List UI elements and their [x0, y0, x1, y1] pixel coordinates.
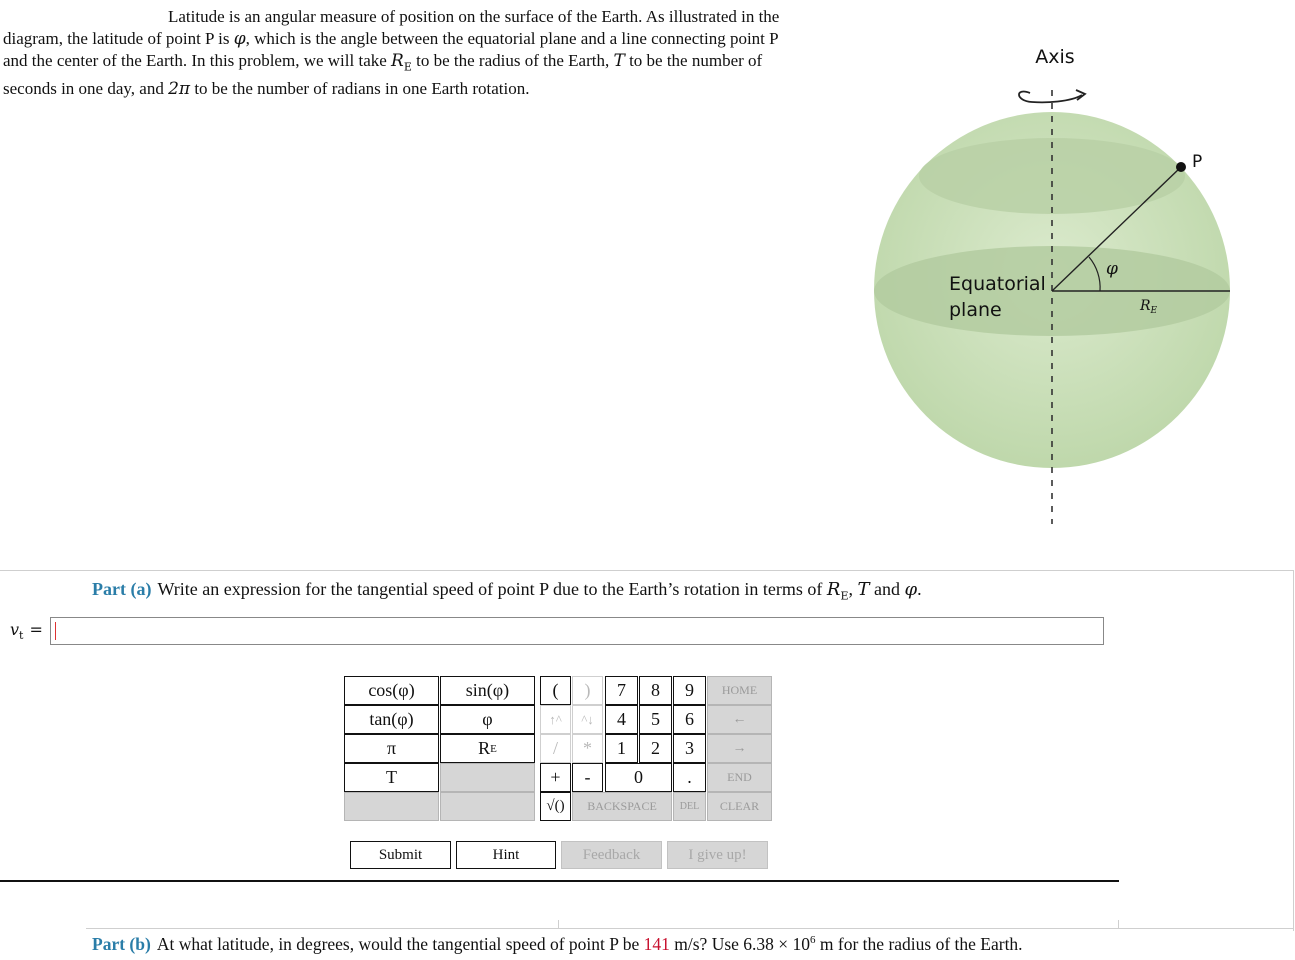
divider-tick-1 [558, 920, 559, 928]
key-sin[interactable]: sin(φ) [440, 676, 535, 705]
key-blank-2 [440, 763, 535, 792]
latitude-band [919, 138, 1185, 214]
angle-phi-label: φ [1106, 259, 1118, 279]
key-blank-1 [344, 792, 439, 821]
key-7[interactable]: 7 [605, 676, 638, 705]
key-pi[interactable]: π [344, 734, 439, 763]
part-b-unit: m/s [669, 934, 700, 954]
part-a-label: Part (a) [92, 579, 152, 599]
key-home[interactable]: HOME [707, 676, 772, 705]
key-close-paren[interactable]: ) [572, 676, 603, 705]
equatorial-plane-label-2: plane [949, 299, 1002, 321]
key-clear[interactable]: CLEAR [707, 792, 772, 821]
part-b-panel [86, 928, 1294, 929]
key-right-arrow[interactable]: → [707, 734, 772, 763]
var-sub: t [19, 629, 24, 643]
part-b-base: 10 [792, 934, 811, 954]
key-6[interactable]: 6 [673, 705, 706, 734]
radius-label-main: R [1140, 298, 1151, 314]
key-dot[interactable]: . [673, 763, 706, 792]
key-re[interactable] [440, 734, 535, 763]
part-a-re [826, 579, 849, 603]
point-p-marker [1176, 162, 1186, 172]
intro-t: T [613, 51, 625, 71]
intro-text-3: to be the radius of the Earth, [411, 51, 614, 70]
var-equals: = [29, 620, 43, 639]
submit-button[interactable]: Submit [350, 841, 451, 869]
part-a-sep: , [848, 579, 858, 599]
give-up-button[interactable]: I give up! [667, 841, 768, 869]
answer-variable-label [10, 620, 43, 642]
intro-text-2: , which is the angle between the equatorial plane and a line connecting point P and the center of the Earth. In this problem, we will take [3, 29, 778, 70]
answer-input[interactable] [50, 617, 1104, 645]
key-backspace[interactable]: BACKSPACE [572, 792, 672, 821]
part-b-text-3: for the radius of the Earth. [833, 934, 1023, 954]
key-minus[interactable]: - [572, 763, 603, 792]
key-1[interactable]: 1 [605, 734, 638, 763]
key-divide[interactable]: / [540, 734, 571, 763]
part-b-text-2: ? Use [699, 934, 744, 954]
key-exp-up[interactable]: ↑^ [540, 705, 571, 734]
part-a-and: and [869, 579, 905, 599]
part-b-exp: 6 [810, 934, 816, 947]
intro-text-5: to be the number of radians in one Earth rotation. [190, 79, 530, 99]
intro-re-sub: E [403, 60, 412, 74]
key-phi[interactable]: φ [440, 705, 535, 734]
part-a-end: . [917, 579, 922, 599]
part-a-question [92, 579, 922, 603]
key-plus[interactable]: + [540, 763, 571, 792]
key-re-main: R [478, 738, 491, 758]
part-b-label: Part (b) [92, 934, 151, 954]
intro-text-1: Latitude is an angular measure of position on the surface of the Earth. As illustrated in the diagram, the latitude of point P is [3, 7, 780, 48]
key-multiply[interactable]: * [572, 734, 603, 763]
key-sqrt[interactable]: √() [540, 792, 571, 821]
key-9[interactable]: 9 [673, 676, 706, 705]
section-divider [0, 880, 1119, 882]
key-del[interactable]: DEL [673, 792, 706, 821]
key-2[interactable]: 2 [639, 734, 672, 763]
key-tan[interactable]: tan(φ) [344, 705, 439, 734]
key-left-arrow[interactable]: ← [707, 705, 772, 734]
divider-tick-2 [1118, 920, 1119, 928]
feedback-button[interactable]: Feedback [561, 841, 662, 869]
key-8[interactable]: 8 [639, 676, 672, 705]
part-b-unit2: m [815, 934, 834, 954]
part-a-phi: φ [904, 579, 918, 600]
key-cos[interactable]: cos(φ) [344, 676, 439, 705]
rotation-arrow-icon [1019, 92, 1082, 103]
key-5[interactable]: 5 [639, 705, 672, 734]
key-exp-down[interactable]: ^↓ [572, 705, 603, 734]
part-b-question [92, 934, 1023, 955]
key-blank-3 [440, 792, 535, 821]
intro-re-main: R [391, 51, 404, 71]
part-b-times: × [773, 934, 793, 954]
intro-phi: φ [233, 29, 246, 49]
radius-label-sub: E [1150, 306, 1158, 316]
key-4[interactable]: 4 [605, 705, 638, 734]
part-b-text-1: At what latitude, in degrees, would the tangential speed of point P be [156, 934, 644, 954]
text-caret [55, 622, 56, 640]
part-a-t: T [857, 579, 870, 600]
key-open-paren[interactable]: ( [540, 676, 571, 705]
key-t[interactable]: T [344, 763, 439, 792]
part-a-text: Write an expression for the tangential speed of point P due to the Earth’s rotation in terms of [157, 579, 827, 599]
earth-latitude-diagram [860, 40, 1260, 530]
intro-text-4: to be the number of seconds in one day, and [3, 51, 763, 99]
key-0[interactable]: 0 [605, 763, 672, 792]
key-3[interactable]: 3 [673, 734, 706, 763]
part-b-radius: 6.38 [743, 934, 774, 954]
part-b-speed: 141 [643, 934, 670, 954]
part-a-re-sub: E [840, 589, 849, 603]
part-a-re-main: R [826, 579, 841, 600]
hint-button[interactable]: Hint [456, 841, 556, 869]
intro-re [391, 51, 412, 74]
equatorial-plane-label-1: Equatorial [949, 273, 1046, 295]
var-main: v [10, 620, 20, 639]
problem-intro [3, 6, 793, 100]
key-re-sub: E [490, 742, 497, 755]
intro-2pi: 2π [168, 79, 191, 100]
point-p-label: P [1192, 152, 1203, 172]
key-end[interactable]: END [707, 763, 772, 792]
axis-label: Axis [1035, 46, 1075, 68]
